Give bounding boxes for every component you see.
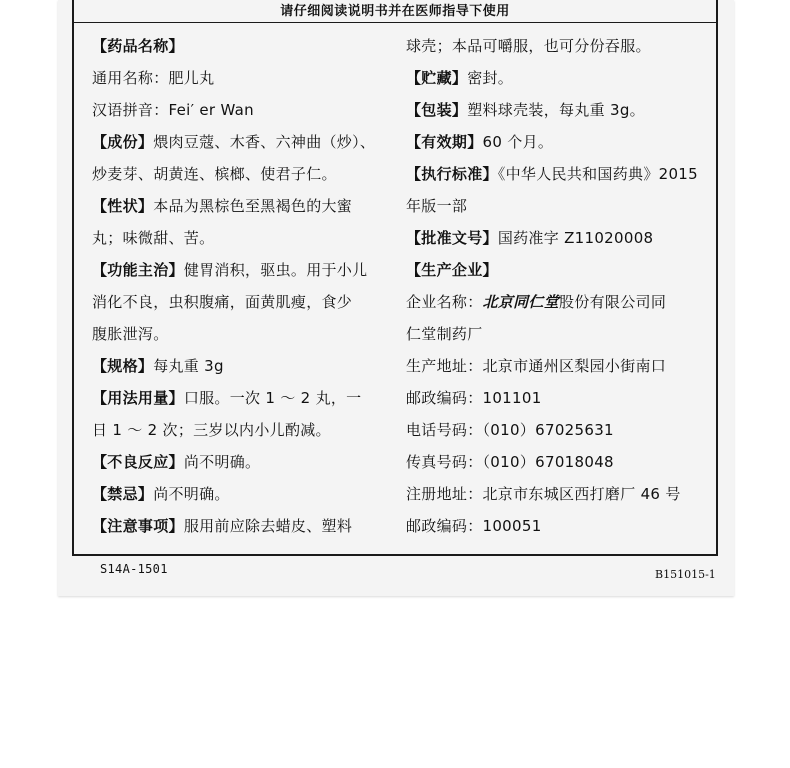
left-column (92, 30, 390, 542)
line-text: 电话号码：（010）67025631 (406, 421, 614, 439)
line-text: 通用名称：肥儿丸 (92, 69, 215, 87)
section-label: 【禁忌】 (92, 485, 154, 503)
left-line (92, 62, 390, 94)
line-text: 年版一部 (406, 197, 468, 215)
left-line (92, 446, 390, 478)
right-line (406, 446, 706, 478)
line-text: 健胃消积，驱虫。用于小儿 (183, 261, 368, 279)
right-line (406, 318, 706, 350)
line-text: 丸；味微甜、苦。 (92, 229, 215, 247)
line-text: 密封。 (467, 69, 514, 87)
line-text: 国药准字 Z11020008 (497, 229, 654, 247)
line-text: 煨肉豆蔻、木香、六神曲（炒）、 (153, 133, 376, 151)
section-label: 【性状】 (92, 197, 154, 215)
right-column (406, 30, 706, 542)
section-label: 【规格】 (92, 357, 154, 375)
right-line (406, 190, 706, 222)
line-text: 尚不明确。 (183, 453, 261, 471)
line-text: 汉语拼音：Fei′ er Wan (92, 101, 254, 119)
brand-logotype: 北京同仁堂 (482, 293, 560, 311)
line-text: 炒麦芽、胡黄连、槟榔、使君子仁。 (92, 165, 337, 183)
line-text: 服用前应除去蜡皮、塑料 (183, 517, 353, 535)
right-line (406, 30, 706, 62)
section-label: 【不良反应】 (92, 453, 184, 471)
right-line (406, 94, 706, 126)
line-text: 60 个月。 (482, 133, 554, 151)
left-line (92, 30, 390, 62)
header-divider (74, 22, 716, 23)
left-line (92, 126, 390, 158)
right-line (406, 62, 706, 94)
left-line (92, 510, 390, 542)
line-text: 仁堂制药厂 (406, 325, 483, 343)
line-text: 企业名称： (406, 293, 483, 311)
line-text: 腹胀泄泻。 (92, 325, 169, 343)
left-line (92, 350, 390, 382)
line-text: 邮政编码：100051 (406, 517, 542, 535)
line-text: 口服。一次 1 ～ 2 丸，一 (183, 389, 362, 407)
line-text: 传真号码：（010）67018048 (406, 453, 614, 471)
line-text: 塑料球壳装，每丸重 3g。 (467, 101, 645, 119)
right-line (406, 254, 706, 286)
header-warning: 请仔细阅读说明书并在医师指导下使用 (280, 4, 510, 19)
section-label: 【药品名称】 (92, 37, 184, 55)
line-text: 尚不明确。 (153, 485, 230, 503)
right-line (406, 414, 706, 446)
section-label: 【注意事项】 (92, 517, 184, 535)
left-line (92, 190, 390, 222)
section-label: 【执行标准】 (406, 165, 498, 183)
left-line (92, 254, 390, 286)
print-code-left: S14A-1501 (100, 562, 168, 576)
section-label: 【有效期】 (406, 133, 483, 151)
line-text: 消化不良，虫积腹痛，面黄肌瘦，食少 (92, 293, 353, 311)
line-text: 日 1 ～ 2 次；三岁以内小儿酌减。 (92, 421, 331, 439)
section-label: 【用法用量】 (92, 389, 184, 407)
right-line (406, 350, 706, 382)
line-text: 本品为黑棕色至黑褐色的大蜜 (153, 197, 353, 215)
line-text: 每丸重 3g (153, 357, 224, 375)
left-line (92, 478, 390, 510)
right-line (406, 222, 706, 254)
left-line (92, 222, 390, 254)
section-label: 【包装】 (406, 101, 468, 119)
right-line (406, 158, 706, 190)
left-line (92, 94, 390, 126)
line-text: 《中华人民共和国药典》2015 (497, 165, 698, 183)
right-line (406, 286, 706, 318)
left-line (92, 158, 390, 190)
line-text: 球壳；本品可嚼服，也可分份吞服。 (406, 37, 651, 55)
right-line (406, 126, 706, 158)
right-line (406, 510, 706, 542)
section-label: 【成份】 (92, 133, 154, 151)
left-line (92, 382, 390, 414)
line-text: 生产地址：北京市通州区梨园小街南口 (406, 357, 667, 375)
print-code-right: B151015-1 (655, 568, 716, 581)
line-text: 注册地址：北京市东城区西打磨厂 46 号 (406, 485, 681, 503)
section-label: 【生产企业】 (406, 261, 498, 279)
section-label: 【功能主治】 (92, 261, 184, 279)
line-text: 邮政编码：101101 (406, 389, 542, 407)
right-line (406, 382, 706, 414)
line-text: 股份有限公司同 (559, 293, 667, 311)
leaflet-frame (72, 0, 718, 556)
left-line (92, 318, 390, 350)
left-line (92, 414, 390, 446)
section-label: 【批准文号】 (406, 229, 498, 247)
right-line (406, 478, 706, 510)
section-label: 【贮藏】 (406, 69, 468, 87)
left-line (92, 286, 390, 318)
